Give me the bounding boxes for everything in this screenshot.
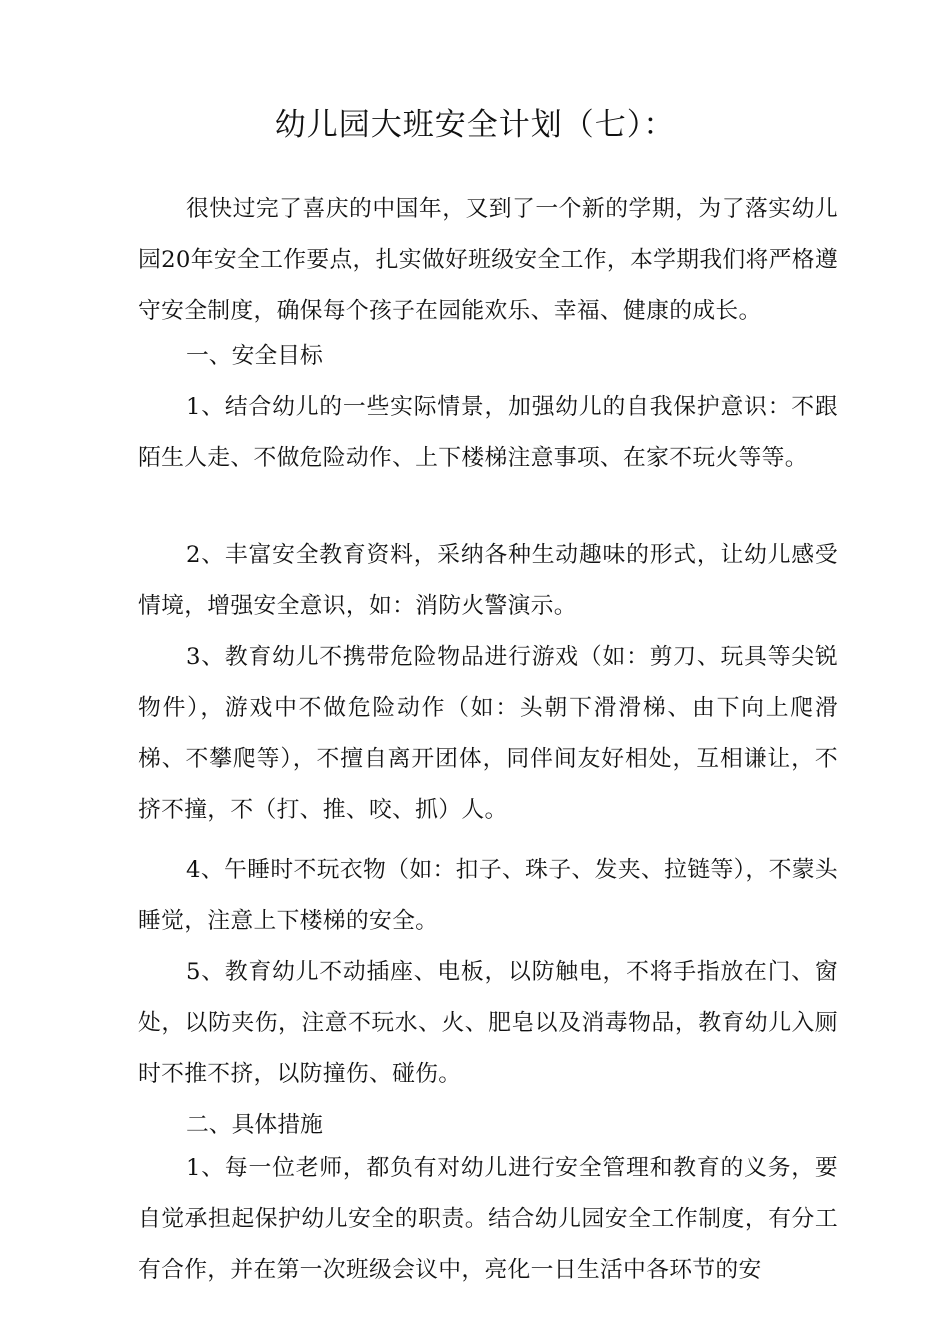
goal-item-1: 1、结合幼儿的一些实际情景，加强幼儿的自我保护意识：不跟陌生人走、不做危险动作、上下楼梯注意事项、在家不玩火等等。 — [138, 394, 838, 471]
goal-item-5: 5、教育幼儿不动插座、电板，以防触电，不将手指放在门、窗处，以防夹伤，注意不玩水、火、肥皂以及消毒物品，教育幼儿入厕时不推不挤，以防撞伤、碰伤。 — [138, 959, 838, 1087]
goal-item-4: 4、午睡时不玩衣物（如：扣子、珠子、发夹、拉链等），不蒙头睡觉，注意上下楼梯的安全。 — [138, 857, 838, 934]
intro-paragraph: 很快过完了喜庆的中国年，又到了一个新的学期，为了落实幼儿园20年安全工作要点，扎实做好班级安全工作，本学期我们将严格遵守安全制度，确保每个孩子在园能欢乐、幸福、健康的成长。 — [138, 196, 838, 324]
goal-item-3: 3、教育幼儿不携带危险物品进行游戏（如：剪刀、玩具等尖锐物件），游戏中不做危险动作（如：头朝下滑滑梯、由下向上爬滑梯、不攀爬等），不擅自离开团体，同伴间友好相处，互相谦让，不挤不撞，不（打、推、咬、抓）人。 — [138, 644, 838, 823]
goal-item-2: 2、丰富安全教育资料，采纳各种生动趣味的形式，让幼儿感受情境，增强安全意识，如：消防火警演示。 — [138, 542, 838, 619]
document-title: 幼儿园大班安全计划（七）： — [274, 107, 676, 143]
section-heading-measures: 二、具体措施 — [186, 1112, 323, 1138]
section-heading-safety-goals: 一、安全目标 — [186, 343, 323, 369]
measure-item-1: 1、每一位老师，都负有对幼儿进行安全管理和教育的义务，要自觉承担起保护幼儿安全的职责。结合幼儿园安全工作制度，有分工有合作，并在第一次班级会议中，亮化一日生活中各环节的安 — [138, 1155, 838, 1283]
